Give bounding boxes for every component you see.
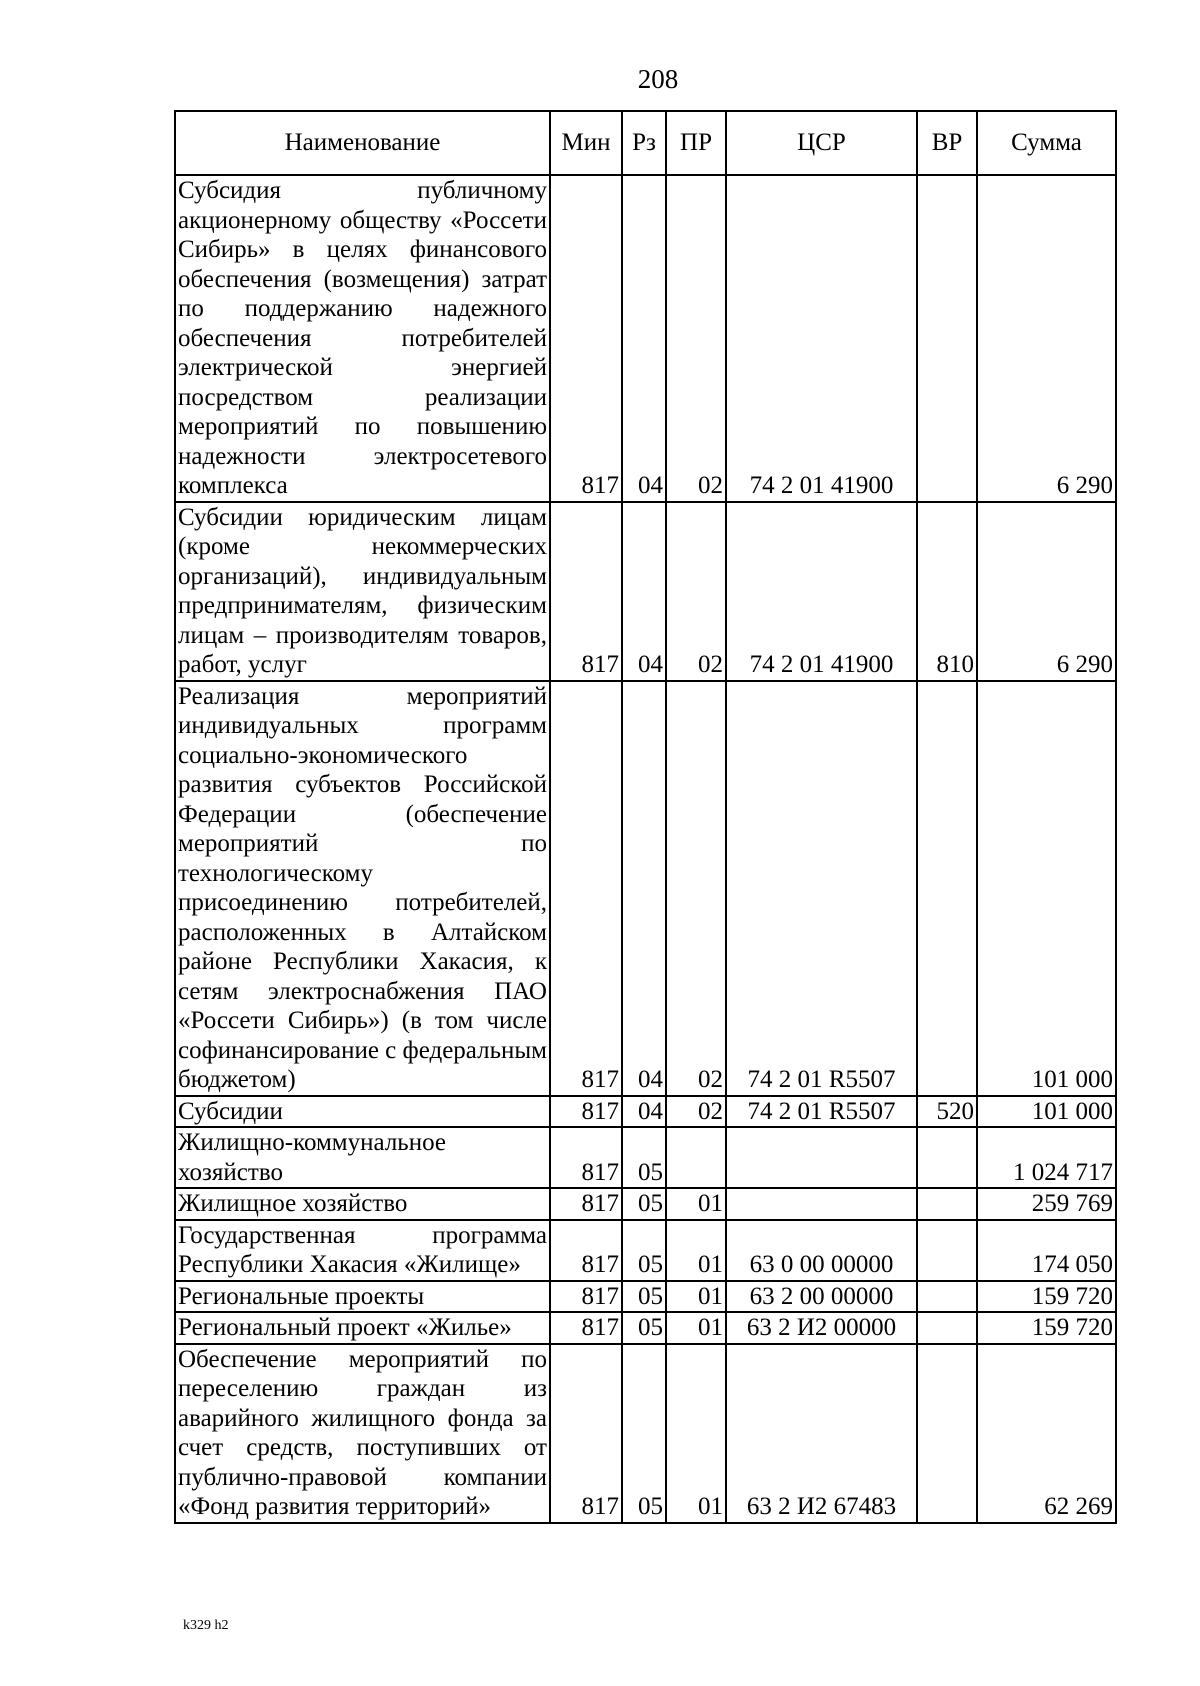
- cell-min: 817: [550, 1127, 622, 1188]
- cell-name: Региональный проект «Жилье»: [175, 1312, 550, 1344]
- cell-vr: [917, 1312, 977, 1344]
- cell-sum: 6 290: [977, 175, 1116, 502]
- table-row: [175, 1188, 1116, 1220]
- cell-min: 817: [550, 1281, 622, 1313]
- table-row: [175, 502, 1116, 681]
- cell-vr: 520: [917, 1096, 977, 1128]
- table-header-row: [175, 111, 1116, 175]
- cell-min: 817: [550, 1220, 622, 1281]
- col-header-csr: ЦСР: [726, 111, 917, 175]
- cell-sum: 159 720: [977, 1312, 1116, 1344]
- cell-min: 817: [550, 1344, 622, 1523]
- cell-rz: 04: [622, 502, 666, 681]
- cell-csr: 74 2 01 R5507: [726, 681, 917, 1096]
- cell-sum: 1 024 717: [977, 1127, 1116, 1188]
- cell-rz: 04: [622, 681, 666, 1096]
- cell-sum: 101 000: [977, 1096, 1116, 1128]
- table-row: [175, 1281, 1116, 1313]
- cell-csr: [726, 1127, 917, 1188]
- cell-csr: [726, 1188, 917, 1220]
- cell-min: 817: [550, 1188, 622, 1220]
- col-header-pr: ПР: [666, 111, 726, 175]
- cell-vr: [917, 681, 977, 1096]
- col-header-sum: Сумма: [977, 111, 1116, 175]
- cell-rz: 05: [622, 1127, 666, 1188]
- cell-rz: 05: [622, 1312, 666, 1344]
- cell-name: Субсидии юридическим лицам (кроме некоммерческих организаций), индивидуальным предпринимателям, физическим лицам – производителям товаров, работ, услуг: [175, 502, 550, 681]
- cell-sum: 159 720: [977, 1281, 1116, 1313]
- cell-rz: 05: [622, 1344, 666, 1523]
- cell-name: Обеспечение мероприятий по переселению граждан из аварийного жилищного фонда за счет средств, поступивших от публично-правовой компании «Фонд развития территорий»: [175, 1344, 550, 1523]
- cell-rz: 04: [622, 1096, 666, 1128]
- cell-min: 817: [550, 502, 622, 681]
- cell-pr: [666, 1127, 726, 1188]
- cell-csr: 63 0 00 00000: [726, 1220, 917, 1281]
- cell-rz: 05: [622, 1281, 666, 1313]
- cell-name: Государственная программа Республики Хакасия «Жилище»: [175, 1220, 550, 1281]
- cell-csr: 63 2 И2 67483: [726, 1344, 917, 1523]
- cell-name: Жилищно-коммунальное хозяйство: [175, 1127, 550, 1188]
- table-row: [175, 1312, 1116, 1344]
- cell-min: 817: [550, 1096, 622, 1128]
- cell-rz: 04: [622, 175, 666, 502]
- cell-min: 817: [550, 681, 622, 1096]
- cell-name: Субсидия публичному акционерному обществу «Россети Сибирь» в целях финансового обеспечения (возмещения) затрат по поддержанию надежного обеспечения потребителей электрической энергией посредством реализации мероприятий по повышению надежности электросетевого комплекса: [175, 175, 550, 502]
- cell-vr: [917, 1281, 977, 1313]
- cell-csr: 74 2 01 41900: [726, 175, 917, 502]
- table-row: [175, 1220, 1116, 1281]
- cell-sum: 259 769: [977, 1188, 1116, 1220]
- col-header-name: Наименование: [175, 111, 550, 175]
- table-row: [175, 175, 1116, 502]
- cell-vr: [917, 1220, 977, 1281]
- cell-csr: 63 2 00 00000: [726, 1281, 917, 1313]
- cell-csr: 63 2 И2 00000: [726, 1312, 917, 1344]
- col-header-rz: Рз: [622, 111, 666, 175]
- budget-table: [174, 110, 1117, 1524]
- cell-vr: [917, 1344, 977, 1523]
- cell-vr: 810: [917, 502, 977, 681]
- cell-csr: 74 2 01 41900: [726, 502, 917, 681]
- cell-vr: [917, 1127, 977, 1188]
- cell-pr: 02: [666, 681, 726, 1096]
- cell-pr: 01: [666, 1188, 726, 1220]
- cell-pr: 02: [666, 1096, 726, 1128]
- cell-vr: [917, 1188, 977, 1220]
- page-number: 208: [637, 64, 679, 94]
- cell-sum: 101 000: [977, 681, 1116, 1096]
- cell-rz: 05: [622, 1220, 666, 1281]
- table-row: [175, 1344, 1116, 1523]
- table-row: [175, 681, 1116, 1096]
- col-header-vr: ВР: [917, 111, 977, 175]
- cell-pr: 02: [666, 175, 726, 502]
- cell-sum: 174 050: [977, 1220, 1116, 1281]
- cell-name: Реализация мероприятий индивидуальных программ социально-экономического развития субъектов Российской Федерации (обеспечение мероприятий по технологическому присоединению потребителей, расположенных в Алтайском районе Республики Хакасия, к сетям электроснабжения ПАО «Россети Сибирь») (в том числе софинансирование с федеральным бюджетом): [175, 681, 550, 1096]
- cell-rz: 05: [622, 1188, 666, 1220]
- cell-pr: 02: [666, 502, 726, 681]
- col-header-min: Мин: [550, 111, 622, 175]
- cell-name: Региональные проекты: [175, 1281, 550, 1313]
- cell-min: 817: [550, 175, 622, 502]
- cell-pr: 01: [666, 1281, 726, 1313]
- cell-name: Жилищное хозяйство: [175, 1188, 550, 1220]
- cell-sum: 62 269: [977, 1344, 1116, 1523]
- footer-code: k329 h2: [183, 1618, 229, 1633]
- table-row: [175, 1096, 1116, 1128]
- cell-sum: 6 290: [977, 502, 1116, 681]
- table-row: [175, 1127, 1116, 1188]
- cell-pr: 01: [666, 1344, 726, 1523]
- cell-pr: 01: [666, 1312, 726, 1344]
- cell-name: Субсидии: [175, 1096, 550, 1128]
- cell-csr: 74 2 01 R5507: [726, 1096, 917, 1128]
- cell-vr: [917, 175, 977, 502]
- cell-min: 817: [550, 1312, 622, 1344]
- cell-pr: 01: [666, 1220, 726, 1281]
